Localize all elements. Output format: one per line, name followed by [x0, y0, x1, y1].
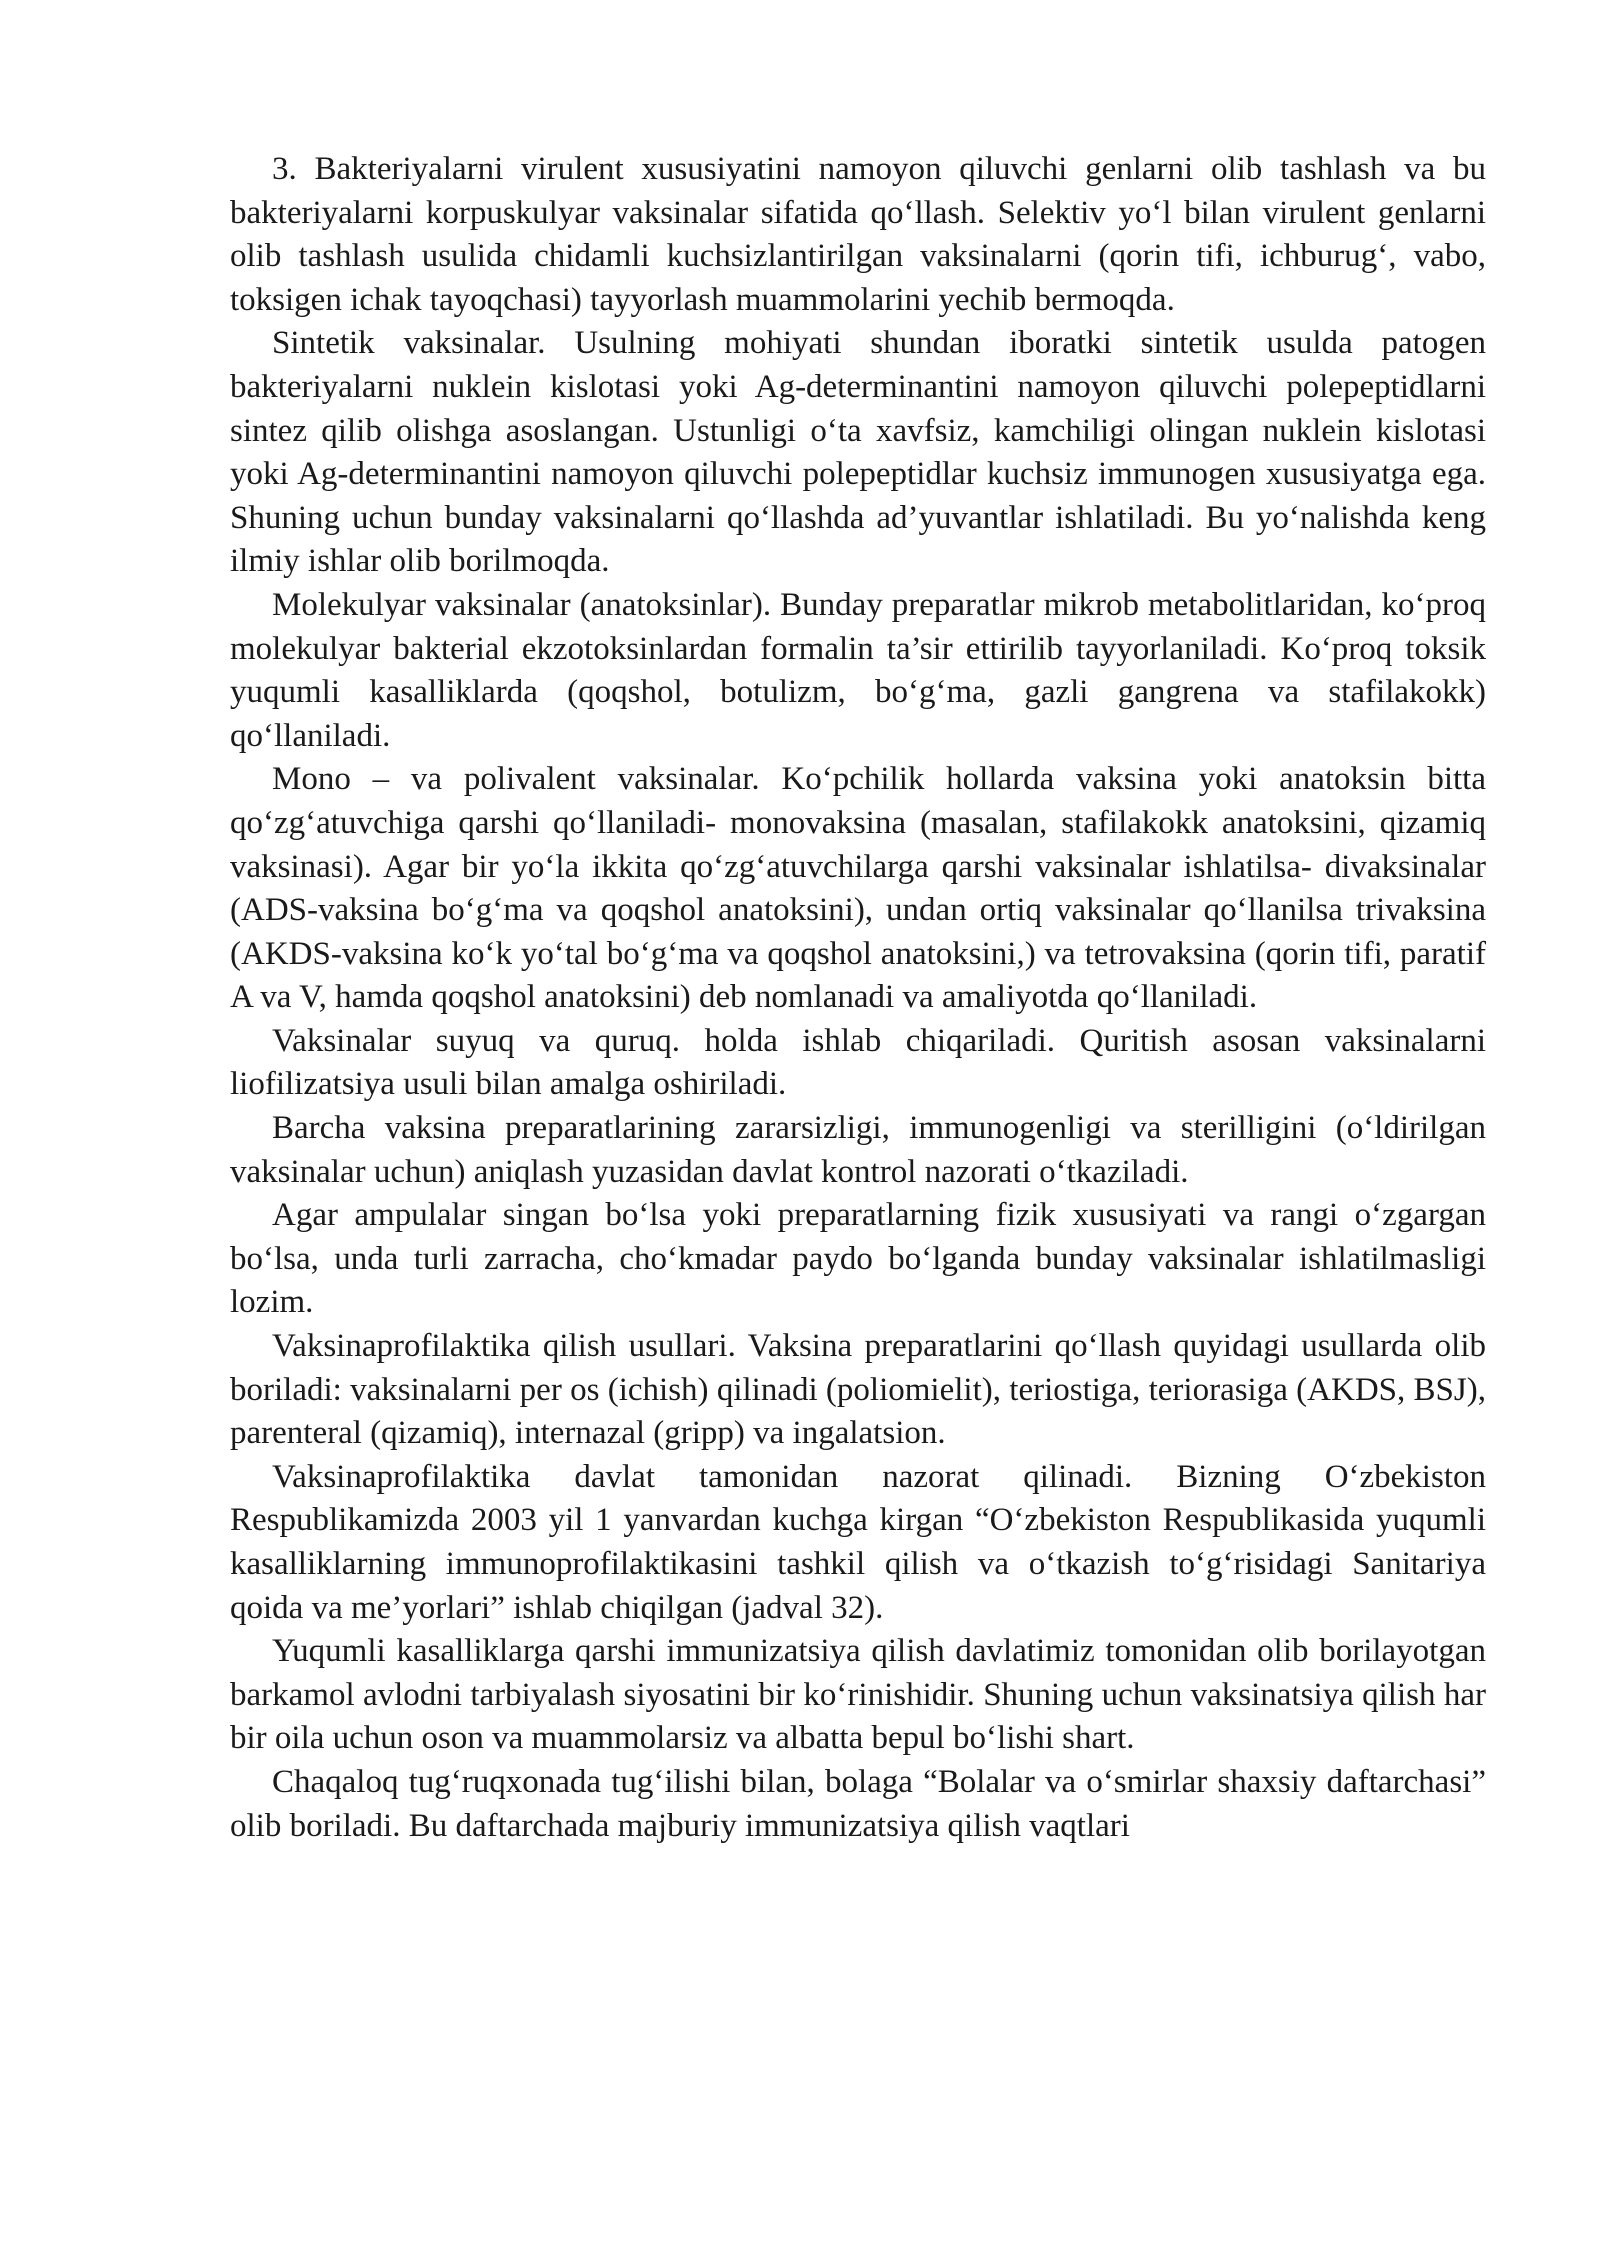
paragraph-ampoules: Agar ampulalar singan bo‘lsa yoki preparatlarning fizik xususiyati va rangi o‘zgargan bo‘lsa, unda turli zarracha, cho‘kmadar paydo bo‘lganda bunday vaksinalar ishlatilmasligi lozim.: [230, 1197, 1486, 1321]
paragraph-mono-polyvalent: Mono – va polivalent vaksinalar. Ko‘pchilik hollarda vaksina yoki anatoksin bitta qo‘zg‘atuvchiga qarshi qo‘llaniladi- monovaksina (masalan, stafilakokk anatoksini, qizamiq vaksinasi). Agar bir yo‘la ikkita qo‘zg‘atuvchilarga qarshi vaksinalar ishlatilsa- divaksinalar (ADS-vaksina bo‘g‘ma va qoqshol anatoksini), undan ortiq vaksinalar qo‘llanilsa trivaksina (AKDS-vaksina ko‘k yo‘tal bo‘g‘ma va qoqshol anatoksini,) va tetrovaksina (qorin tifi, paratif A va V, hamda qoqshol anatoksini) deb nomlanadi va amaliyotda qo‘llaniladi.: [230, 761, 1486, 1016]
paragraph-state-control: Barcha vaksina preparatlarining zararsizligi, immunogenligi va sterilligini (o‘ldirilgan vaksinalar uchun) aniqlash yuzasidan davlat kontrol nazorati o‘tkaziladi.: [230, 1110, 1486, 1190]
paragraph-immunization-policy: Yuqumli kasalliklarga qarshi immunizatsiya qilish davlatimiz tomonidan olib borilayotgan barkamol avlodni tarbiyalash siyosatini bir ko‘rinishidir. Shuning uchun vaksinatsiya qilish har bir oila uchun oson va muammolarsiz va albatta bepul bo‘lishi shart.: [230, 1633, 1486, 1757]
paragraph-vaccination-methods: Vaksinaprofilaktika qilish usullari. Vaksina preparatlarini qo‘llash quyidagi usullarda olib boriladi: vaksinalarni per os (ichish) qilinadi (poliomielit), teriostiga, teriorasiga (AKDS, BSJ), parenteral (qizamiq), internazal (gripp) va ingalatsion.: [230, 1328, 1486, 1452]
document-body: [230, 148, 1486, 1848]
paragraph-molecular-vaccines: Molekulyar vaksinalar (anatoksinlar). Bunday preparatlar mikrob metabolitlaridan, ko‘proq molekulyar bakterial ekzotoksinlardan formalin ta’sir ettirilib tayyorlaniladi. Ko‘proq toksik yuqumli kasalliklarda (qoqshol, botulizm, bo‘g‘ma, gazli gangrena va stafilakokk) qo‘llaniladi.: [230, 586, 1486, 754]
paragraph-virulent-genes: 3. Bakteriyalarni virulent xususiyatini namoyon qiluvchi genlarni olib tashlash va bu bakteriyalarni korpuskulyar vaksinalar sifatida qo‘llash. Selektiv yo‘l bilan virulent genlarni olib tashlash usulida chidamli kuchsizlantirilgan vaksinalarni (qorin tifi, ichburug‘, vabo, toksigen ichak tayoqchasi) tayyorlash muammolarini yechib bermoqda.: [230, 151, 1486, 318]
paragraph-state-supervision: Vaksinaprofilaktika davlat tamonidan nazorat qilinadi. Bizning O‘zbekiston Respublikamizda 2003 yil 1 yanvardan kuchga kirgan “O‘zbekiston Respublikasida yuqumli kasalliklarning immunoprofilaktikasini tashkil qilish va o‘tkazish to‘g‘risidagi Sanitariya qoida va me’yorlari” ishlab chiqilgan (jadval 32).: [230, 1458, 1486, 1626]
paragraph-newborn-record: Chaqaloq tug‘ruqxonada tug‘ilishi bilan, bolaga “Bolalar va o‘smirlar shaxsiy daftarchasi” olib boriladi. Bu daftarchada majburiy immunizatsiya qilish vaqtlari: [230, 1763, 1486, 1844]
paragraph-synthetic-vaccines: Sintetik vaksinalar. Usulning mohiyati shundan iboratki sintetik usulda patogen bakteriyalarni nuklein kislotasi yoki Ag-determinantini namoyon qiluvchi polepeptidlarni sintez qilib olishga asoslangan. Ustunligi o‘ta xavfsiz, kamchiligi olingan nuklein kislotasi yoki Ag-determinantini namoyon qiluvchi polepeptidlar kuchsiz immunogen xususiyatga ega. Shuning uchun bunday vaksinalarni qo‘llashda ad’yuvantlar ishlatiladi. Bu yo‘nalishda keng ilmiy ishlar olib borilmoqda.: [230, 325, 1486, 580]
paragraph-liquid-dry: Vaksinalar suyuq va quruq. holda ishlab chiqariladi. Quritish asosan vaksinalarni liofilizatsiya usuli bilan amalga oshiriladi.: [230, 1022, 1486, 1103]
